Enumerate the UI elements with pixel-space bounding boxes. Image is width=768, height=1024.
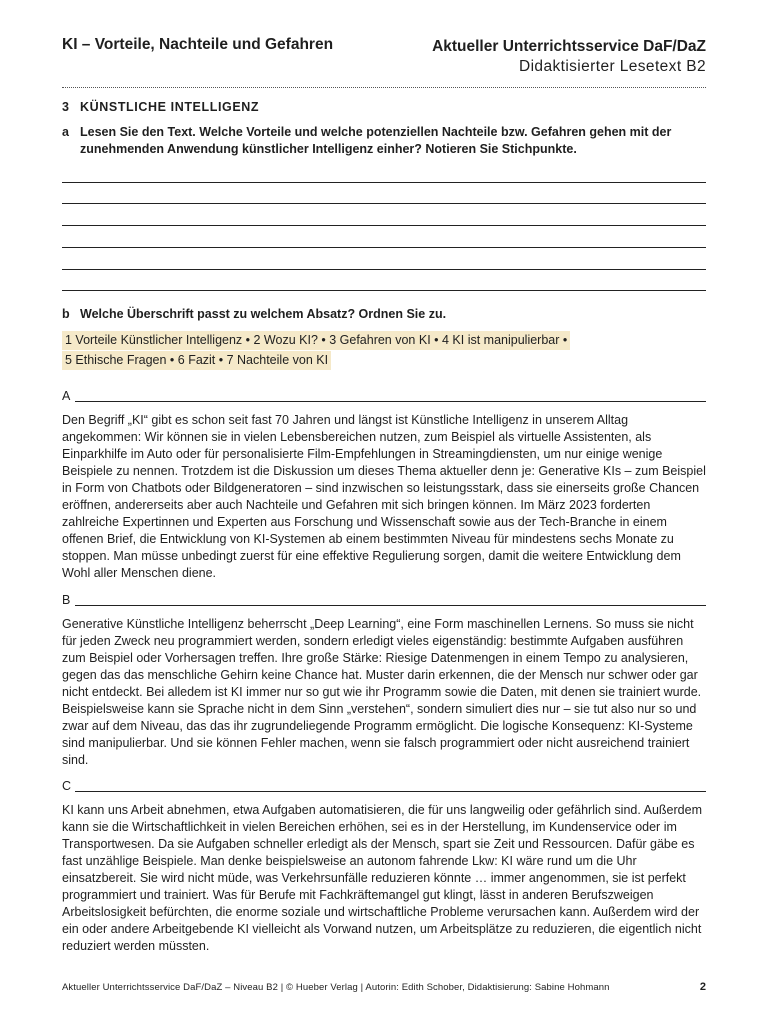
task-a-letter: a <box>62 125 69 139</box>
series-subtitle: Didaktisierter Lesetext B2 <box>518 58 706 75</box>
footer-credits: Aktueller Unterrichtsservice DaF/DaZ – Niveau B2 | © Hueber Verlag | Autorin: Edith Schober, Didaktisierung: Sabine Hohmann <box>62 982 610 993</box>
writing-line[interactable] <box>62 182 706 183</box>
heading-options-line-2: 5 Ethische Fragen • 6 Fazit • 7 Nachteile von KI <box>62 351 331 370</box>
task-b <box>62 306 446 323</box>
paragraph-b-text: Generative Künstliche Intelligenz beherrscht „Deep Learning“, eine Form maschinellen Lernens. So muss sie nicht für jeden Zweck neu programmiert werden, sondern erledigt vieles eigenständig: bestimmte Aufgaben ausführen zum Beispiel oder Vorhersagen treffen. Ihre große Stärke: Riesige Datenmengen in einem Tempo zu analysieren, gegen das das menschliche Gehirn keine Chance hat. Muster darin erkennen, die der Mensch nur schwer oder gar nicht entdeckt. Bei alledem ist KI immer nur so gut wie ihr Programm sowie die Daten, mit denen sie trainiert wurde. Beispielsweise kann sie Sprache nicht in dem Sinn „verstehen“, sondern simuliert dies nur – sie tut also nur so und zwar auf dem Niveau, das das ihr zugrundeliegende Programm ermöglicht. Die logische Konsequenz: KI-Systeme sind manipulierbar. Und sie können Fehler machen, wenn sie falsch programmiert oder nicht ausreichend trainiert sind. <box>62 617 702 767</box>
task-b-instruction: Welche Überschrift passt zu welchem Absatz? Ordnen Sie zu. <box>80 307 447 321</box>
page-number: 2 <box>699 981 706 993</box>
paragraph-b-answer-line[interactable] <box>75 605 706 606</box>
section-title: KÜNSTLICHE INTELLIGENZ <box>80 100 260 114</box>
series-title: Aktueller Unterrichtsservice DaF/DaZ <box>432 38 706 55</box>
paragraph-a-label: A <box>62 389 71 403</box>
paragraph-c-answer-line[interactable] <box>75 791 706 792</box>
task-a <box>62 124 706 158</box>
writing-line[interactable] <box>62 269 706 270</box>
header-divider <box>62 87 706 88</box>
heading-options-line-1: 1 Vorteile Künstlicher Intelligenz • 2 Wozu KI? • 3 Gefahren von KI • 4 KI ist manipulierbar • <box>62 331 570 350</box>
writing-line[interactable] <box>62 290 706 291</box>
document-title: KI – Vorteile, Nachteile und Gefahren <box>62 36 334 53</box>
paragraph-a-text: Den Begriff „KI“ gibt es schon seit fast 70 Jahren und längst ist Künstliche Intelligenz in unserem Alltag angekommen: Wir können sie in vielen Lebensbereichen nutzen, zum Beispiel als virtuelle Assistenten, als Einparkhilfe im Auto oder für personalisierte Film-Empfehlungen in Streamingdiensten, um nur einige wenige Beispiele zu nennen. Trotzdem ist die Diskussion um dieses Thema aktueller denn je: Generative KIs – zum Beispiel in Form von Chatbots oder Bildgeneratoren – sind inzwischen so leistungsstark, dass sie einerseits große Chancen eröffnen, andererseits aber auch Nachteile und Gefahren mit sich bringen können. Im März 2023 forderten zahlreiche Expertinnen und Experten aus Forschung und Wissenschaft sowie aus der Tech-Branche in einem offenen Brief, die Entwicklung von KI-Systemen ab einem bestimmten Niveau für mindestens sechs Monate zu stoppen. Man müsse unbedingt zuerst für eine effektive Regulierung sorgen, damit die weitere Entwicklung dem Wohl aller Menschen diene. <box>62 413 706 580</box>
writing-line[interactable] <box>62 247 706 248</box>
writing-line[interactable] <box>62 203 706 204</box>
paragraph-c-label: C <box>62 779 72 793</box>
task-b-letter: b <box>62 307 70 321</box>
paragraph-c-text: KI kann uns Arbeit abnehmen, etwa Aufgaben automatisieren, die für uns langweilig oder gefährlich sind. Außerdem kann sie die Wirtschaftlichkeit in vielen Bereichen erhöhen, sei es in der Herstellung, im Kundenservice oder im Transportwesen. Da sie Aufgaben schneller erledigt als der Mensch, spart sie Zeit und Ressourcen. Dafür gäbe es fast unzählige Beispiele. Man denke beispielsweise an autonom fahrende Lkw: KI wäre rund um die Uhr einsatzbereit. Sie wird nicht müde, was Verkehrsunfälle reduzieren könnte … immer angenommen, sie ist perfekt programmiert und trainiert. Was für Berufe mit Fachkräftemangel gut klingt, lässt in anderen Berufszweigen Arbeitslosigkeit befürchten, die enorme soziale und wirtschaftliche Probleme verursachen kann. Außerdem wird der ein oder andere Arbeitgebende KI vielleicht als Vorwand nutzen, um Arbeitsplätze zu reduzieren, die eigentlich nicht reduziert werden müssten. <box>62 803 702 953</box>
paragraph-b-label: B <box>62 593 71 607</box>
section-heading <box>62 100 259 114</box>
section-number: 3 <box>62 100 70 114</box>
heading-options <box>62 331 662 371</box>
paragraph-a-answer-line[interactable] <box>75 401 706 402</box>
writing-line[interactable] <box>62 225 706 226</box>
task-a-instruction: Lesen Sie den Text. Welche Vorteile und welche potenziellen Nachteile bzw. Gefahren gehen mit der zunehmenden Anwendung künstlicher Intelligenz einher? Notieren Sie Stichpunkte. <box>80 125 672 156</box>
